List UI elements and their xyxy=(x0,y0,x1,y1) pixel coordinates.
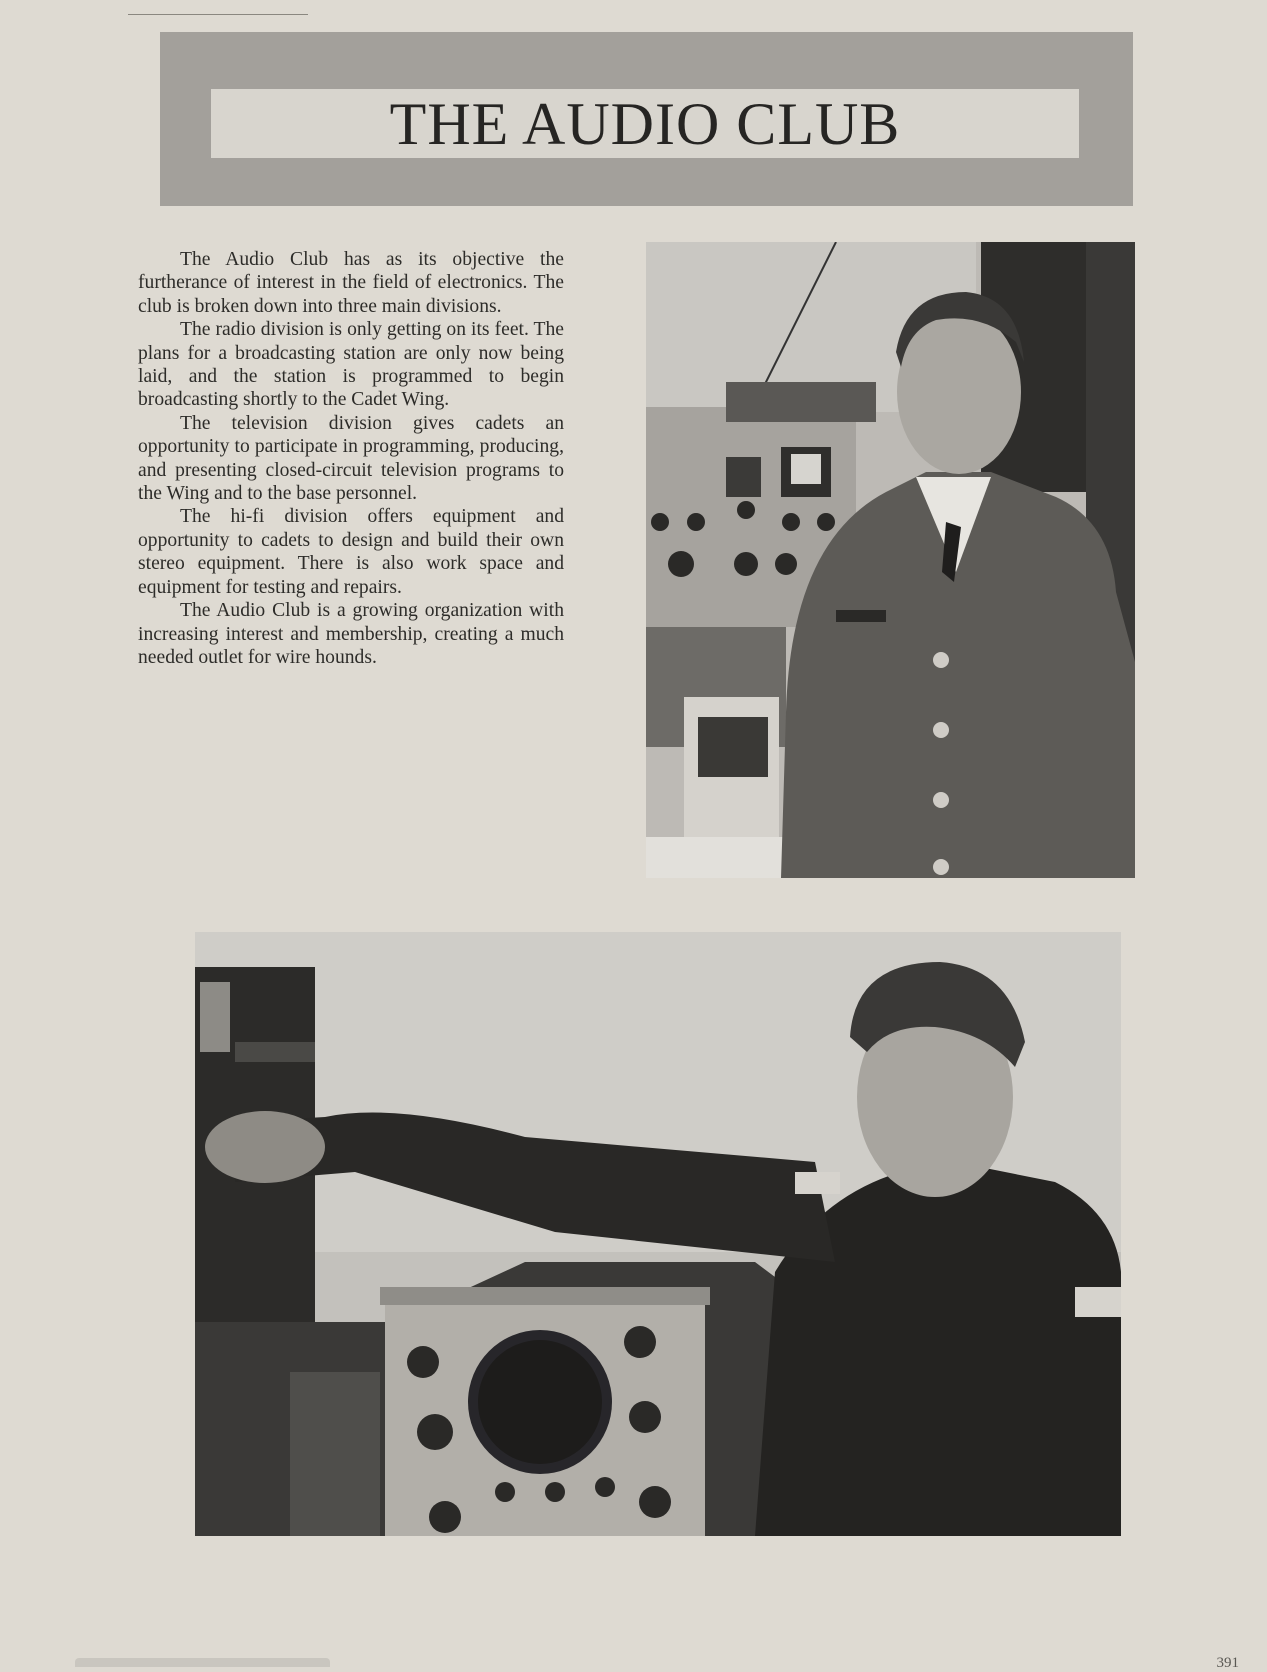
paragraph-intro: The Audio Club has as its objective the furtherance of interest in the field of electronics. The club is broken down into three main divisions. xyxy=(138,249,564,317)
photo-cadet-with-radio-image xyxy=(646,242,1135,878)
article-body xyxy=(138,248,564,669)
photo-cadet-with-oscilloscope-image xyxy=(195,932,1121,1536)
paragraph-radio: The radio division is only getting on its feet. The plans for a broadcasting station are only now being laid, and the station is programmed to begin broadcasting shortly to the Cadet Wing. xyxy=(138,319,564,411)
title-banner xyxy=(160,32,1133,206)
page-title: THE AUDIO CLUB xyxy=(389,90,901,157)
paragraph-television: The television division gives cadets an opportunity to participate in programming, producing, and presenting closed-circuit television programs to the Wing and to the base personnel. xyxy=(138,412,564,505)
paragraph-hifi: The hi-fi division offers equipment and opportunity to cadets to design and build their own stereo equipment. There is also work space and equipment for testing and repairs. xyxy=(138,506,564,598)
paragraph-closing: The Audio Club is a growing organization with increasing interest and membership, creating a much needed outlet for wire hounds. xyxy=(138,600,564,668)
top-rule xyxy=(128,14,308,15)
photo-cadet-with-radio xyxy=(646,242,1135,878)
photo-cadet-with-oscilloscope xyxy=(195,932,1121,1536)
title-bar xyxy=(211,89,1079,158)
page-edge-mark xyxy=(75,1658,330,1667)
page-number: 391 xyxy=(1216,1655,1239,1671)
